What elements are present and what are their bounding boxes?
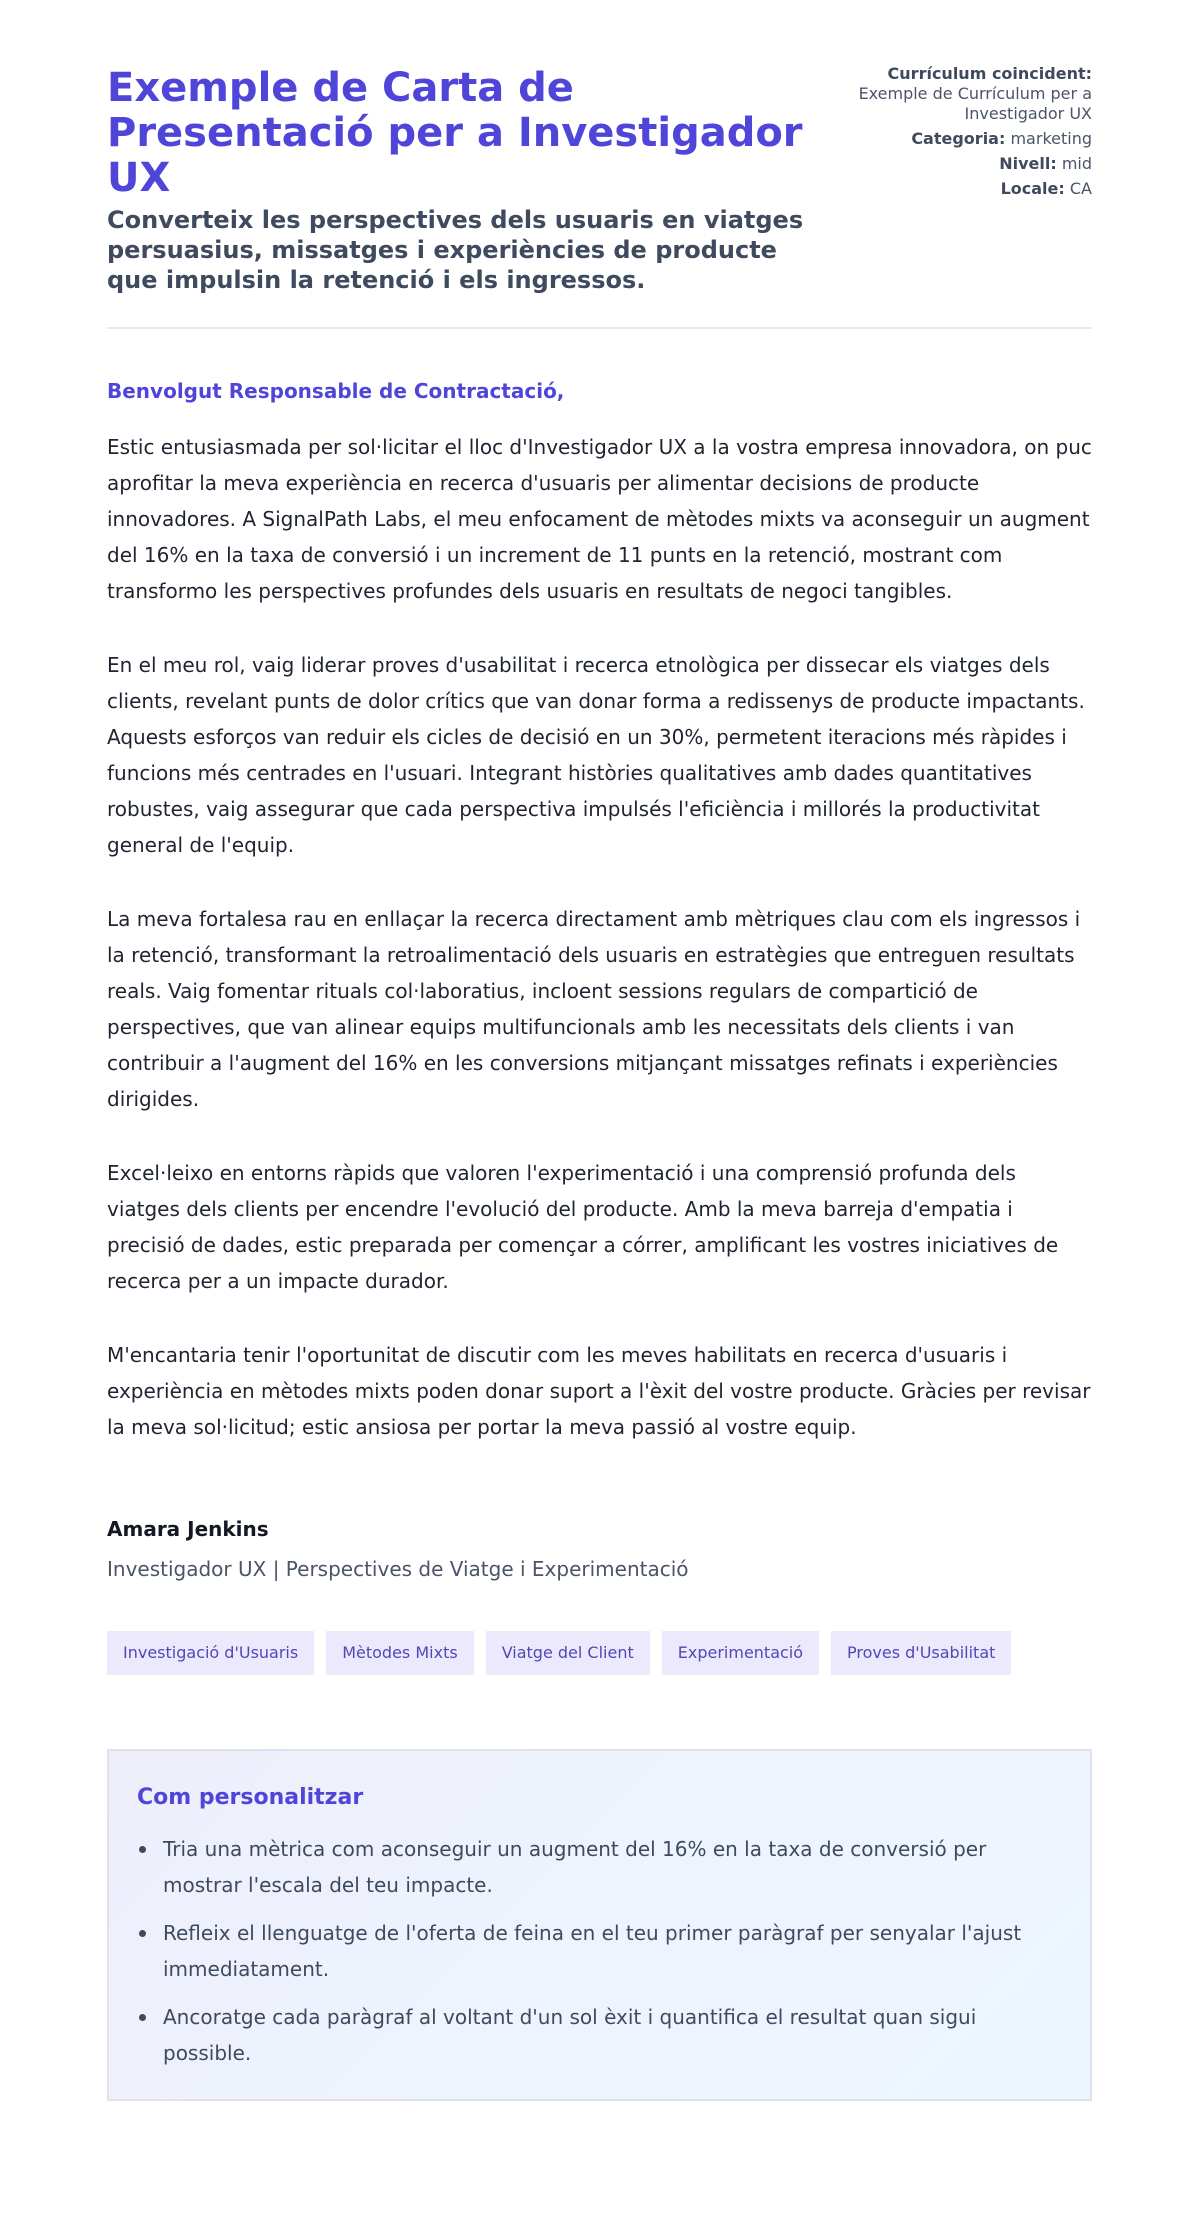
meta-category (842, 129, 1092, 149)
meta-level-value: mid (1061, 154, 1092, 173)
header-titles (107, 64, 827, 295)
page-title: Exemple de Carta de Presentació per a Investigador UX (107, 65, 803, 201)
bullet-icon (139, 1846, 146, 1853)
tip-text: Ancoratge cada paràgraf al voltant d'un sol èxit i quantifica el resultat quan sigui possible. (163, 2005, 977, 2065)
customization-tips-box (107, 1749, 1092, 2101)
meta-matched-resume-label: Currículum coincident: (887, 64, 1092, 83)
page-subtitle: Converteix les perspectives dels usuaris en viatges persuasius, missatges i experiències de producte que impulsin la retenció i els ingressos. (107, 206, 804, 294)
letter-body (107, 377, 1092, 1583)
meta-level (842, 154, 1092, 174)
tip-text: Refleix el llenguatge de l'oferta de feina en el teu primer paràgraf per senyalar l'ajust immediatament. (163, 1921, 1022, 1981)
page-header (107, 64, 1092, 329)
meta-level-label: Nivell: (999, 154, 1057, 173)
tag-experimentation[interactable]: Experimentació (662, 1631, 819, 1675)
bullet-icon (139, 1930, 146, 1937)
salutation: Benvolgut Responsable de Contractació, (107, 379, 565, 403)
meta-locale-value: CA (1069, 179, 1092, 198)
tips-list (137, 1831, 1060, 2071)
tag-mixed-methods[interactable]: Mètodes Mixts (326, 1631, 473, 1675)
letter-paragraph: M'encantaria tenir l'oportunitat de discutir com les meves habilitats en recerca d'usuaris i experiència en mètodes mixts poden donar suport a l'èxit del vostre producte. Gràcies per revisar la meva sol·licitud; estic ansiosa per portar la meva passió al vostre equip. (107, 1343, 1091, 1439)
signoff-name: Amara Jenkins (107, 1517, 269, 1541)
meta-category-value: marketing (1010, 129, 1092, 148)
letter-paragraph: Estic entusiasmada per sol·licitar el lloc d'Investigador UX a la vostra empresa innovadora, on puc aprofitar la meva experiència en recerca d'usuaris per alimentar decisions de producte innovadores. A SignalPath Labs, el meu enfocament de mètodes mixts va aconseguir un augment del 16% en la taxa de conversió i un increment de 11 punts en la retenció, mostrant com transformo les perspectives profundes dels usuaris en resultats de negoci tangibles. (107, 435, 1092, 603)
meta-matched-resume (842, 64, 1092, 124)
meta-locale (842, 179, 1092, 199)
tip-item (137, 1915, 1060, 1987)
meta-panel (842, 64, 1092, 204)
meta-category-label: Categoria: (911, 129, 1006, 148)
meta-locale-label: Locale: (1000, 179, 1065, 198)
tag-usability-testing[interactable]: Proves d'Usabilitat (831, 1631, 1011, 1675)
tip-item (137, 1999, 1060, 2071)
signoff (107, 1515, 1092, 1583)
tips-title: Com personalitzar (137, 1785, 364, 1810)
letter-paragraph: Excel·leixo en entorns ràpids que valoren l'experimentació i una comprensió profunda dels viatges dels clients per encendre l'evolució del producte. Amb la meva barreja d'empatia i precisió de dades, estic preparada per començar a córrer, amplificant les vostres iniciatives de recerca per a un impacte durador. (107, 1161, 1059, 1293)
letter-paragraph: La meva fortalesa rau en enllaçar la recerca directament amb mètriques clau com els ingressos i la retenció, transformant la retroalimentació dels usuaris en estratègies que entreguen resultats reals. Vaig fomentar rituals col·laboratius, incloent sessions regulars de compartició de perspectives, que van alinear equips multifuncionals amb les necessitats dels clients i van contribuir a l'augment del 16% en les conversions mitjançant missatges refinats i experiències dirigides. (107, 907, 1081, 1111)
tag-user-research[interactable]: Investigació d'Usuaris (107, 1631, 314, 1675)
tag-customer-journey[interactable]: Viatge del Client (486, 1631, 650, 1675)
bullet-icon (139, 2014, 146, 2021)
skill-tags (107, 1631, 1092, 1675)
letter-paragraph: En el meu rol, vaig liderar proves d'usabilitat i recerca etnològica per dissecar els viatges dels clients, revelant punts de dolor crítics que van donar forma a redissenys de producte impactants. Aquests esforços van reduir els cicles de decisió en un 30%, permetent iteracions més ràpides i funcions més centrades en l'usuari. Integrant històries qualitatives amb dades quantitatives robustes, vaig assegurar que cada perspectiva impulsés l'eficiència i millorés la productivitat general de l'equip. (107, 653, 1085, 857)
tip-text: Tria una mètrica com aconseguir un augment del 16% en la taxa de conversió per mostrar l'escala del teu impacte. (163, 1837, 987, 1897)
meta-matched-resume-value: Exemple de Currículum per a Investigador UX (858, 84, 1092, 123)
signoff-title: Investigador UX | Perspectives de Viatge i Experimentació (107, 1557, 689, 1581)
tip-item (137, 1831, 1060, 1903)
